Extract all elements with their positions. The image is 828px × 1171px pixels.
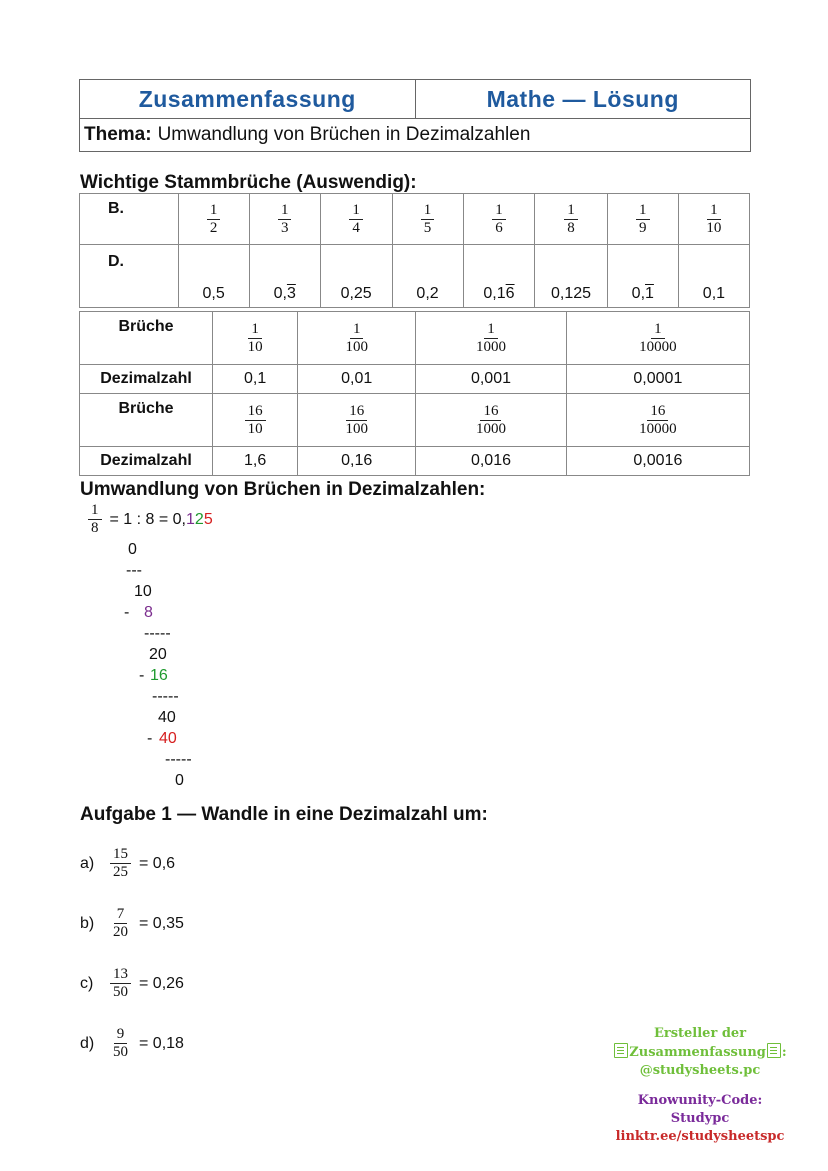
- stamm-decimal: 0,3: [249, 245, 320, 308]
- long-division: [88, 500, 388, 800]
- conversion-title: Umwandlung von Brüchen in Dezimalzahlen:: [80, 479, 486, 500]
- powers-fraction: $\frac{16}{100}$: [345, 402, 368, 437]
- task-result: = 0,26: [139, 974, 184, 992]
- division-step: 10: [134, 583, 152, 600]
- powers-decimal: 1,6: [213, 447, 298, 476]
- stamm-fraction: $\frac{1}{6}$: [492, 202, 506, 237]
- stamm-label-d: D.: [80, 245, 179, 308]
- stamm-decimal: 0,1: [607, 245, 678, 308]
- result-digit: 2: [194, 510, 204, 528]
- document-title: Zusammenfassung: [138, 85, 356, 112]
- credit-handle: @studysheets.pc: [639, 1063, 761, 1078]
- equation-prefix: = 1 : 8 = 0,: [109, 510, 186, 528]
- powers-decimal: 0,0016: [566, 447, 749, 476]
- division-line: ---: [126, 562, 142, 579]
- stamm-fraction: $\frac{1}{2}$: [207, 202, 221, 237]
- division-subtrahend: 16: [150, 667, 168, 684]
- stamm-fraction: $\frac{1}{3}$: [278, 202, 292, 237]
- powers-decimal: 0,16: [298, 447, 416, 476]
- task-fraction: $\frac{13}{50}$: [110, 966, 131, 1001]
- division-step: 40: [158, 709, 176, 726]
- conversion-fraction: $\frac{1}{8}$: [88, 502, 102, 537]
- stamm-decimal: 0,125: [535, 245, 607, 308]
- division-step: 0: [175, 772, 184, 789]
- memo-icon: [614, 1043, 628, 1058]
- memo-icon: [767, 1043, 781, 1058]
- powers-label-fraction: Brüche: [80, 394, 213, 447]
- powers-fraction: $\frac{1}{100}$: [345, 320, 368, 355]
- task-letter: c): [80, 974, 94, 992]
- task-fraction: $\frac{7}{20}$: [113, 906, 128, 940]
- topic-row: [80, 119, 750, 151]
- stamm-fraction: $\frac{1}{9}$: [636, 202, 650, 237]
- powers-decimal: 0,0001: [566, 365, 749, 394]
- stamm-label-b: B.: [80, 194, 179, 245]
- credit-line: Ersteller der: [653, 1026, 747, 1041]
- result-digit: 1: [186, 510, 195, 528]
- powers-fraction: $\frac{16}{10}$: [245, 403, 266, 438]
- powers-label-fraction: Brüche: [80, 312, 213, 365]
- creator-credit: [600, 1025, 800, 1146]
- task-letter: a): [80, 854, 95, 872]
- task-result: = 0,18: [139, 1034, 184, 1052]
- stamm-decimal: 0,16: [463, 245, 535, 308]
- stamm-title: Wichtige Stammbrüche (Auswendig):: [80, 172, 417, 193]
- division-subtrahend: 40: [159, 730, 177, 747]
- credit-line-summary: Zusammenfassung :: [600, 1043, 800, 1062]
- stamm-decimal: 0,2: [392, 245, 463, 308]
- stamm-decimal: 0,5: [178, 245, 249, 308]
- stamm-fraction: $\frac{1}{10}$: [706, 201, 722, 236]
- topic-label: Thema:: [84, 124, 152, 145]
- task-letter: d): [80, 1034, 95, 1052]
- task-item: [80, 846, 175, 881]
- powers-label-decimal: Dezimalzahl: [80, 447, 213, 476]
- task-fraction: $\frac{9}{50}$: [113, 1026, 128, 1060]
- minus-sign: -: [124, 604, 130, 621]
- stamm-table: [79, 193, 750, 308]
- knowunity-label: Knowunity-Code:: [637, 1093, 763, 1108]
- task-result: = 0,6: [139, 854, 176, 872]
- stamm-fraction: $\frac{1}{5}$: [421, 202, 435, 237]
- task-result: = 0,35: [139, 914, 184, 932]
- powers-fraction: $\frac{16}{10000}$: [639, 402, 677, 437]
- powers-fraction: $\frac{16}{1000}$: [475, 402, 506, 437]
- stamm-decimal: 0,1: [678, 245, 749, 308]
- minus-sign: -: [147, 730, 153, 747]
- topic-text: Umwandlung von Brüchen in Dezimalzahlen: [157, 124, 531, 145]
- powers-decimal: 0,016: [416, 447, 567, 476]
- knowunity-code: Studypc: [670, 1111, 730, 1126]
- task-title: Aufgabe 1 — Wandle in eine Dezimalzahl um:: [80, 804, 488, 825]
- division-step: 0: [128, 541, 137, 558]
- stamm-fraction: $\frac{1}{4}$: [349, 202, 363, 237]
- task-item: [80, 966, 184, 1001]
- task-fraction: $\frac{15}{25}$: [110, 846, 131, 881]
- powers-fraction: $\frac{1}{1000}$: [475, 320, 506, 355]
- powers-fraction: $\frac{1}{10}$: [247, 320, 263, 355]
- powers-decimal: 0,001: [416, 365, 567, 394]
- powers-decimal: 0,1: [213, 365, 298, 394]
- division-line: -----: [152, 688, 179, 705]
- powers-decimal: 0,01: [298, 365, 416, 394]
- subject-title: Mathe — Lösung: [415, 80, 751, 118]
- division-line: -----: [144, 625, 171, 642]
- division-step: 20: [149, 646, 167, 663]
- task-letter: b): [80, 914, 95, 932]
- powers-label-decimal: Dezimalzahl: [80, 365, 213, 394]
- division-line: -----: [165, 751, 192, 768]
- result-digit: 5: [203, 510, 213, 528]
- linktree-link[interactable]: linktr.ee/studysheetspc: [615, 1129, 785, 1144]
- task-item: [80, 906, 184, 941]
- powers-fraction: $\frac{1}{10000}$: [639, 320, 677, 355]
- task-item: [80, 1026, 184, 1061]
- division-subtrahend: 8: [144, 604, 153, 621]
- stamm-decimal: 0,25: [320, 245, 392, 308]
- powers-table: [79, 311, 750, 476]
- stamm-fraction: $\frac{1}{8}$: [564, 202, 578, 237]
- header-table: [79, 79, 751, 152]
- minus-sign: -: [139, 667, 145, 684]
